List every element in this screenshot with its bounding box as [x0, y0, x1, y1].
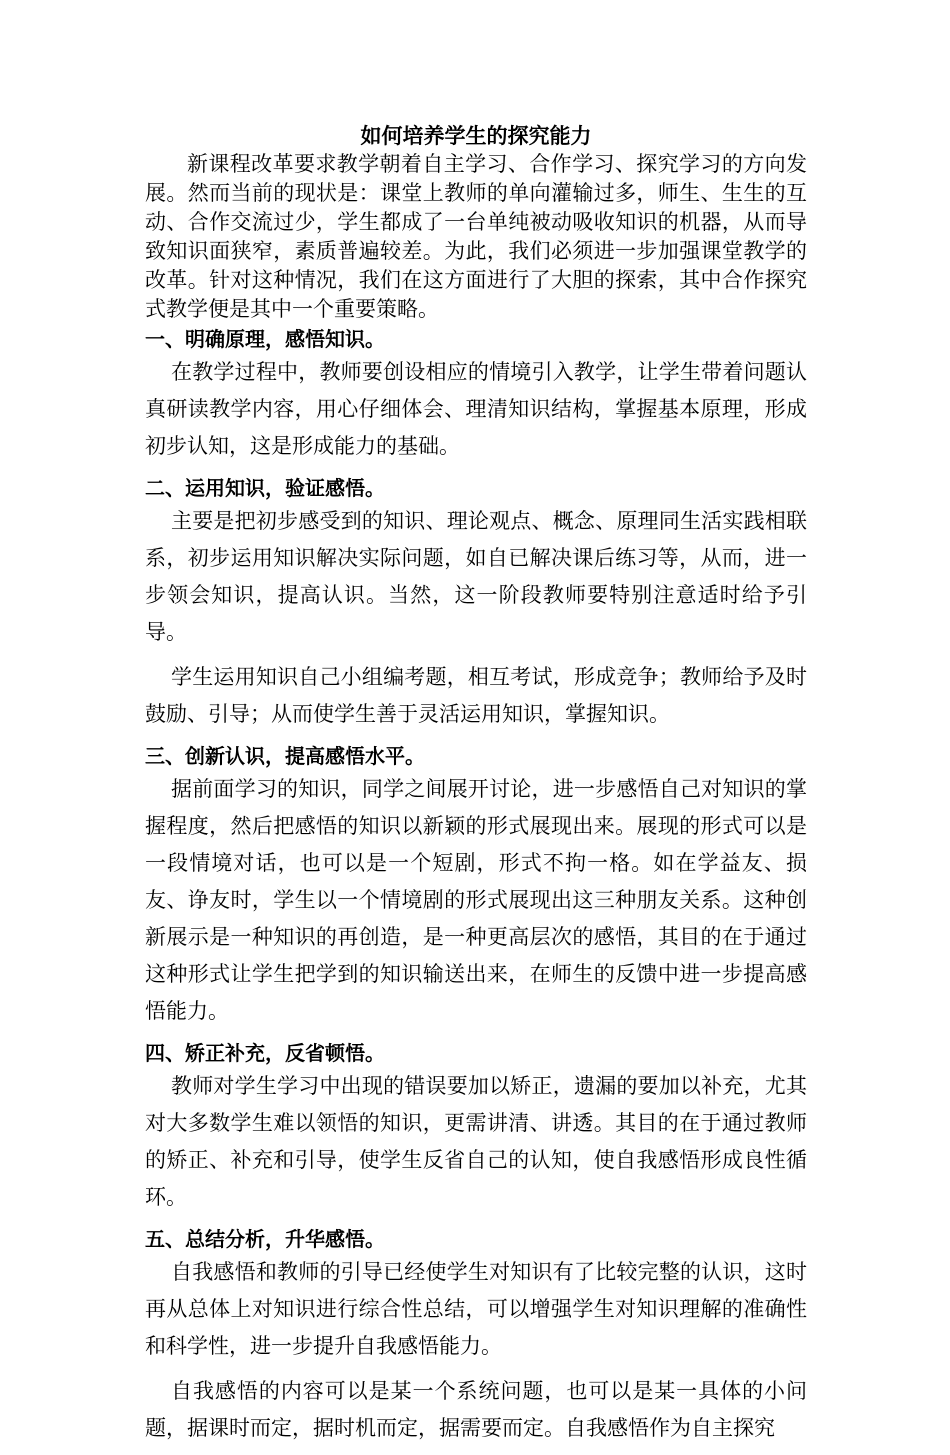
section-4-heading: 四、矫正补充，反省顿悟。 — [145, 1041, 385, 1065]
intro-paragraph: 新课程改革要求教学朝着自主学习、合作学习、探究学习的方向发展。然而当前的现状是：课堂上教师的单向灌输过多，师生、生生的互动、合作交流过少，学生都成了一台单纯被动吸收知识的机器，从而导致知识面狭窄，素质普遍较差。为此，我们必须进一步加强课堂教学的改革。针对这种情况，我们在这方面进行了大胆的探索，其中合作探究式教学便是其中一个重要策略。 — [145, 152, 807, 321]
section-5-paragraph-1: 自我感悟和教师的引导已经使学生对知识有了比较完整的认识，这时再从总体上对知识进行综合性总结，可以增强学生对知识理解的准确性和科学性，进一步提升自我感悟能力。 — [145, 1260, 807, 1358]
section-2-paragraph-1: 主要是把初步感受到的知识、理论观点、概念、原理同生活实践相联系，初步运用知识解决实际问题，如自已解决课后练习等，从而，进一步领会知识，提高认识。当然，这一阶段教师要特别注意适时给予引导。 — [145, 509, 807, 644]
section-5-heading: 五、总结分析，升华感悟。 — [145, 1227, 385, 1251]
section-1-paragraph-1: 在教学过程中，教师要创设相应的情境引入教学，让学生带着问题认真研读教学内容，用心仔细体会、理清知识结构，掌握基本原理，形成初步认知，这是形成能力的基础。 — [145, 360, 807, 458]
document-title: 如何培养学生的探究能力 — [360, 123, 592, 148]
document-page — [145, 122, 807, 1455]
section-3-paragraph-1: 据前面学习的知识，同学之间展开讨论，进一步感悟自己对知识的掌握程度，然后把感悟的知识以新颖的形式展现出来。展现的形式可以是一段情境对话，也可以是一个短剧，形式不拘一格。如在学益友、损友、诤友时，学生以一个情境剧的形式展现出这三种朋友关系。这种创新展示是一种知识的再创造，是一种更高层次的感悟，其目的在于通过这种形式让学生把学到的知识输送出来，在师生的反馈中进一步提高感悟能力。 — [145, 777, 807, 1023]
section-3-heading: 三、创新认识，提高感悟水平。 — [145, 744, 425, 768]
section-5-paragraph-2: 自我感悟的内容可以是某一个系统问题，也可以是某一具体的小问题，据课时而定，据时机而定，据需要而定。自我感悟作为自主探究 — [145, 1379, 807, 1440]
section-2-heading: 二、运用知识，验证感悟。 — [145, 476, 385, 500]
section-1-heading: 一、明确原理，感悟知识。 — [145, 327, 385, 351]
section-4-paragraph-1: 教师对学生学习中出现的错误要加以矫正，遗漏的要加以补充，尤其对大多数学生难以领悟的知识，更需讲清、讲透。其目的在于通过教师的矫正、补充和引导，使学生反省自己的认知，使自我感悟形成良性循环。 — [145, 1074, 807, 1209]
section-2-paragraph-2: 学生运用知识自己小组编考题，相互考试，形成竞争；教师给予及时鼓励、引导；从而使学生善于灵活运用知识，掌握知识。 — [145, 665, 807, 726]
